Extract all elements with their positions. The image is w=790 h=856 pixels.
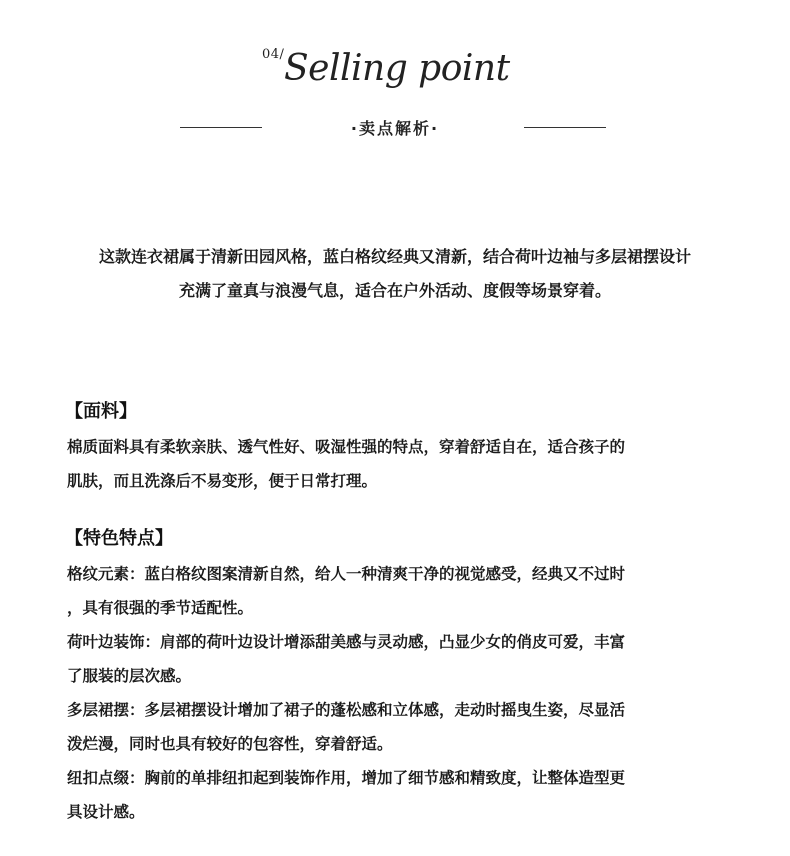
feature-term: 格纹元素：: [67, 565, 145, 583]
fabric-section: [67, 398, 727, 498]
feature-item-plaid: [67, 557, 727, 625]
features-heading: 【特色特点】: [65, 528, 173, 549]
section-title: Selling point: [284, 48, 510, 89]
feature-line: [67, 761, 727, 795]
feature-term: 纽扣点缀：: [67, 769, 145, 787]
feature-item-tiered-skirt: [67, 693, 727, 761]
intro-line-2: 充满了童真与浪漫气息，适合在户外活动、度假等场景穿着。: [178, 281, 611, 300]
feature-line-continued: 泼烂漫，同时也具有较好的包容性，穿着舒适。: [67, 735, 393, 753]
feature-line-continued: ，具有很强的季节适配性。: [67, 599, 254, 617]
fabric-line-2: 肌肤，而且洗涤后不易变形，便于日常打理。: [67, 472, 378, 490]
intro-line-1: 这款连衣裙属于清新田园风格，蓝白格纹经典又清新，结合荷叶边袖与多层裙摆设计: [98, 247, 691, 266]
right-divider: [524, 127, 606, 128]
feature-term: 多层裙摆：: [67, 701, 145, 719]
subtitle-row: [0, 115, 790, 139]
feature-text: 胸前的单排纽扣起到装饰作用，增加了细节感和精致度，让整体造型更: [144, 769, 626, 787]
feature-line: [67, 693, 727, 727]
features-section: [67, 525, 727, 829]
feature-item-buttons: [67, 761, 727, 829]
feature-line-continued: 具设计感。: [67, 803, 145, 821]
section-subtitle: ·卖点解析·: [350, 119, 440, 138]
feature-line-continued: 了服装的层次感。: [67, 667, 192, 685]
fabric-line-1: 棉质面料具有柔软亲肤、透气性好、吸湿性强的特点，穿着舒适自在，适合孩子的: [67, 438, 626, 456]
feature-text: 蓝白格纹图案清新自然，给人一种清爽干净的视觉感受，经典又不过时: [144, 565, 626, 583]
intro-paragraph: [40, 240, 750, 308]
feature-term: 荷叶边装饰：: [67, 633, 161, 651]
section-header: [0, 40, 790, 140]
feature-line: [67, 625, 727, 659]
feature-text: 肩部的荷叶边设计增添甜美感与灵动感，凸显少女的俏皮可爱，丰富: [160, 633, 626, 651]
section-number: 04/: [262, 47, 285, 62]
fabric-heading: 【面料】: [65, 401, 137, 422]
feature-text: 多层裙摆设计增加了裙子的蓬松感和立体感，走动时摇曳生姿，尽显活: [144, 701, 626, 719]
feature-item-ruffle: [67, 625, 727, 693]
feature-line: [67, 557, 727, 591]
